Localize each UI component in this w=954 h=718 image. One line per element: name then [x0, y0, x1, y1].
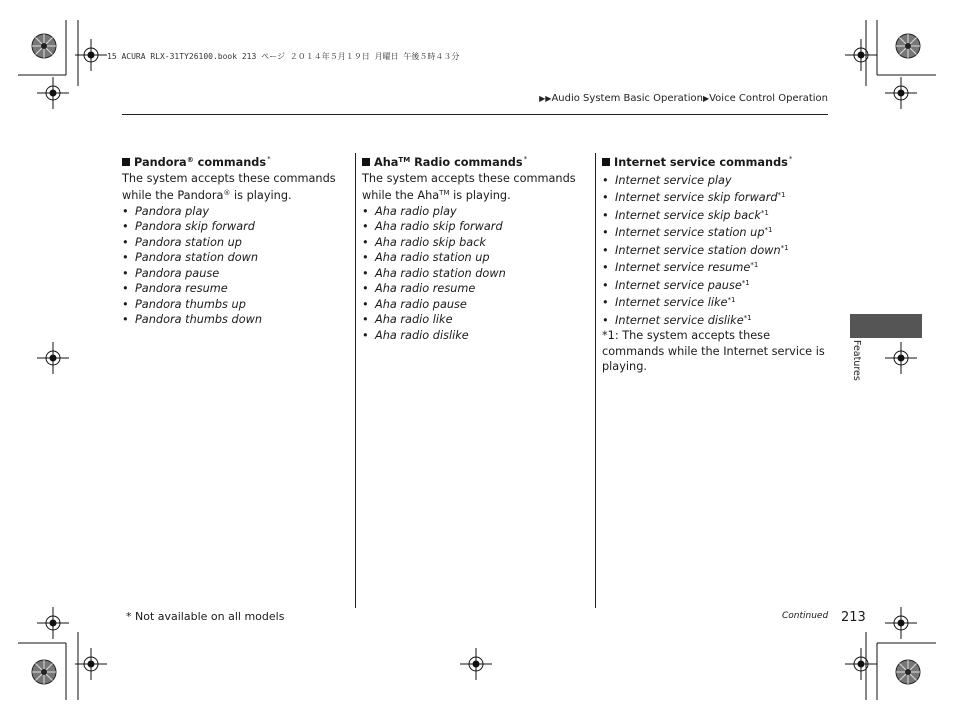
square-bullet-icon	[602, 158, 610, 166]
breadcrumb	[539, 93, 828, 104]
list-item: • Aha radio station down	[362, 266, 506, 280]
column-divider	[355, 153, 356, 608]
list-item: • Pandora resume	[122, 282, 228, 295]
column-divider	[595, 153, 596, 608]
square-bullet-icon	[122, 158, 130, 166]
list-item: • Internet service skip back$^{*1}$	[602, 208, 769, 222]
list-item: • Pandora thumbs up	[122, 297, 246, 311]
list-item: • Internet service station down$^{*1}$	[602, 243, 789, 257]
chapter-tab[interactable]	[850, 314, 922, 338]
list-item: • Pandora skip forward	[122, 220, 255, 233]
list-item: • Aha radio station up	[362, 251, 490, 264]
list-item: • Pandora thumbs down	[122, 313, 263, 326]
aha-section	[362, 152, 588, 343]
list-item: • Aha radio resume	[362, 282, 476, 295]
list-item: • Aha radio like	[362, 313, 453, 326]
list-item: • Internet service station up$^{*1}$	[602, 226, 773, 239]
continued-label: Continued	[782, 611, 829, 621]
list-item: • Internet service skip forward$^{*1}$	[602, 191, 786, 204]
header-rule	[122, 114, 828, 115]
footnote: * Not available on all models	[126, 610, 285, 623]
list-item: • Aha radio skip back	[362, 235, 486, 249]
internet-service-section	[602, 152, 828, 375]
list-item: • Internet service like$^{*1}$	[602, 296, 736, 309]
breadcrumb-arrows: ▶▶	[539, 94, 552, 103]
section-heading: Internet service commands*	[602, 152, 828, 171]
book-file-header: 15 ACURA RLX-31TY26100.book 213 ページ ２０１４年５月１９日 月曜日 午後５時４３分	[107, 52, 460, 61]
section-description: The system accepts these commands while the Pandora® is playing.	[122, 171, 336, 202]
list-item: • Internet service pause$^{*1}$	[602, 278, 750, 292]
list-item: • Aha radio dislike	[362, 328, 469, 342]
page-number: 213	[841, 610, 866, 625]
footnote-reference-note: *1: The system accepts these commands while the Internet service is playing.	[602, 329, 825, 373]
square-bullet-icon	[362, 158, 370, 166]
list-item: • Internet service resume$^{*1}$	[602, 261, 759, 274]
list-item: • Pandora station down	[122, 251, 259, 264]
section-description: The system accepts these commands while the Aha™ is playing.	[362, 171, 576, 202]
breadcrumb-subsection[interactable]: Voice Control Operation	[709, 93, 828, 104]
list-item: • Internet service play	[602, 173, 732, 187]
breadcrumb-section[interactable]: Audio System Basic Operation	[551, 93, 703, 104]
list-item: • Aha radio skip forward	[362, 220, 503, 233]
list-item: • Internet service dislike$^{*1}$	[602, 313, 752, 327]
list-item: • Aha radio play	[362, 204, 457, 218]
section-heading: Aha™ Radio commands*	[362, 152, 588, 171]
breadcrumb-separator: ▶	[702, 94, 710, 103]
list-item: • Pandora station up	[122, 235, 242, 249]
list-item: • Aha radio pause	[362, 297, 467, 311]
chapter-label: Features	[851, 340, 862, 381]
section-heading: Pandora® commands*	[122, 152, 348, 171]
pandora-section	[122, 152, 348, 328]
list-item: • Pandora pause	[122, 266, 220, 280]
list-item: • Pandora play	[122, 204, 210, 218]
